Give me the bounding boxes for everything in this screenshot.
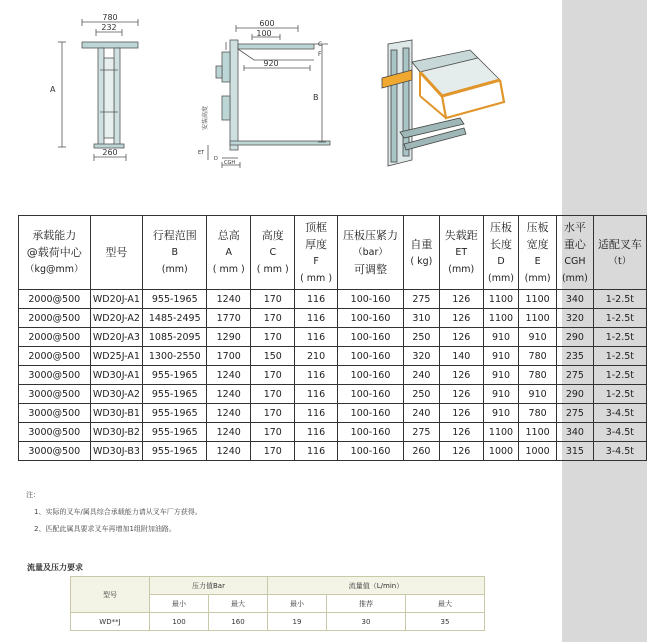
spec-cell: 1100 <box>519 423 557 442</box>
req-model-cell: WD**J <box>71 613 150 631</box>
spec-cell: 340 <box>557 290 594 309</box>
spec-cell: 100-160 <box>337 423 403 442</box>
spec-cell: 3-4.5t <box>593 423 646 442</box>
spec-cell: 1-2.5t <box>593 385 646 404</box>
spec-cell: WD20J-A2 <box>90 309 143 328</box>
spec-cell: 1770 <box>207 309 251 328</box>
requirements-table <box>70 576 485 631</box>
spec-cell: 100-160 <box>337 366 403 385</box>
side-height-label: B <box>313 93 319 102</box>
spec-cell: 126 <box>439 290 483 309</box>
spec-cell: 240 <box>404 404 439 423</box>
spec-cell: 1290 <box>207 328 251 347</box>
req-data-row <box>71 613 485 631</box>
spec-cell: 150 <box>251 347 295 366</box>
req-sub-header: 最大 <box>209 595 268 613</box>
spec-header-cell: 失载距 ET (mm) <box>439 216 483 290</box>
spec-cell: 1100 <box>483 290 518 309</box>
spec-cell: 116 <box>295 442 338 461</box>
technical-drawings <box>0 0 560 205</box>
req-sub-header: 最小 <box>150 595 209 613</box>
spec-cell: 235 <box>557 347 594 366</box>
spec-cell: 1240 <box>207 423 251 442</box>
isometric-view-drawing <box>382 40 504 166</box>
spec-cell: 3000@500 <box>19 423 91 442</box>
spec-table-header-row <box>19 216 647 290</box>
spec-cell: 910 <box>519 328 557 347</box>
spec-cell: 250 <box>404 328 439 347</box>
spec-cell: 320 <box>557 309 594 328</box>
spec-cell: 126 <box>439 442 483 461</box>
spec-cell: 116 <box>295 328 338 347</box>
spec-table-row <box>19 290 647 309</box>
spec-table-row <box>19 385 647 404</box>
spec-cell: WD30J-B1 <box>90 404 143 423</box>
spec-table-body <box>19 290 647 461</box>
spec-cell: 910 <box>483 366 518 385</box>
spec-cell: 100-160 <box>337 442 403 461</box>
spec-cell: 116 <box>295 423 338 442</box>
spec-cell: 100-160 <box>337 309 403 328</box>
front-width-label: 780 <box>102 13 118 22</box>
spec-cell: 126 <box>439 385 483 404</box>
spec-cell: 1-2.5t <box>593 347 646 366</box>
spec-header-cell: 行程范围 B (mm) <box>143 216 207 290</box>
req-value-cell: 100 <box>150 613 209 631</box>
spec-cell: 1-2.5t <box>593 290 646 309</box>
side-f-label: F <box>318 51 322 58</box>
spec-cell: WD20J-A1 <box>90 290 143 309</box>
spec-header-cell: 水平 重心 CGH (mm) <box>557 216 594 290</box>
spec-cell: 116 <box>295 404 338 423</box>
note-item-2: 2、匹配此属具要求叉车再增加1组附加油路。 <box>34 525 176 533</box>
spec-cell: 126 <box>439 309 483 328</box>
side-mid-label: 100 <box>256 29 272 38</box>
spec-cell: 780 <box>519 366 557 385</box>
spec-cell: 955-1965 <box>143 366 207 385</box>
spec-cell: 3000@500 <box>19 404 91 423</box>
spec-cell: 126 <box>439 366 483 385</box>
spec-cell: 100-160 <box>337 385 403 404</box>
spec-cell: 126 <box>439 404 483 423</box>
spec-cell: 100-160 <box>337 404 403 423</box>
spec-cell: 116 <box>295 309 338 328</box>
req-value-cell: 35 <box>406 613 485 631</box>
spec-cell: 340 <box>557 423 594 442</box>
spec-cell: 290 <box>557 328 594 347</box>
req-value-cell: 30 <box>327 613 406 631</box>
spec-cell: 140 <box>439 347 483 366</box>
side-top-label: 600 <box>259 19 275 28</box>
spec-cell: 275 <box>404 423 439 442</box>
spec-cell: 116 <box>295 385 338 404</box>
spec-cell: 170 <box>251 442 295 461</box>
front-base-label: 260 <box>102 148 118 157</box>
req-sub-header: 最大 <box>406 595 485 613</box>
spec-cell: 275 <box>557 404 594 423</box>
spec-cell: 3000@500 <box>19 442 91 461</box>
spec-header-cell: 压板 宽度 E (mm) <box>519 216 557 290</box>
spec-cell: 1300-2550 <box>143 347 207 366</box>
spec-header-cell: 压板压紧力 （bar） 可调整 <box>337 216 403 290</box>
spec-cell: 1240 <box>207 385 251 404</box>
front-inner-label: 232 <box>101 23 117 32</box>
spec-header-cell: 适配叉车 （t） <box>593 216 646 290</box>
spec-cell: 315 <box>557 442 594 461</box>
spec-table-row <box>19 442 647 461</box>
req-value-cell: 160 <box>209 613 268 631</box>
side-view-drawing <box>208 25 330 168</box>
spec-cell: 170 <box>251 290 295 309</box>
req-model-header: 型号 <box>71 577 150 613</box>
spec-cell: 955-1965 <box>143 404 207 423</box>
req-pressure-header: 压力值Bar <box>150 577 268 595</box>
spec-cell: WD30J-B2 <box>90 423 143 442</box>
spec-cell: 3-4.5t <box>593 404 646 423</box>
spec-cell: 1100 <box>483 423 518 442</box>
spec-cell: 1240 <box>207 442 251 461</box>
spec-cell: 170 <box>251 385 295 404</box>
spec-cell: 170 <box>251 404 295 423</box>
front-view-drawing <box>58 19 138 161</box>
spec-table-row <box>19 423 647 442</box>
spec-cell: 240 <box>404 366 439 385</box>
spec-cell: 3000@500 <box>19 385 91 404</box>
spec-cell: 955-1965 <box>143 423 207 442</box>
req-value-cell: 19 <box>268 613 327 631</box>
notes-label: 注： <box>26 491 40 499</box>
spec-header-cell: 承载能力 @载荷中心 （kg@mm） <box>19 216 91 290</box>
spec-cell: 1085-2095 <box>143 328 207 347</box>
spec-header-cell: 压板 长度 D (mm) <box>483 216 518 290</box>
front-height-label: A <box>50 85 56 94</box>
spec-table-row <box>19 347 647 366</box>
spec-cell: 780 <box>519 347 557 366</box>
spec-cell: 116 <box>295 366 338 385</box>
spec-cell: 1-2.5t <box>593 309 646 328</box>
spec-cell: 170 <box>251 366 295 385</box>
spec-cell: 290 <box>557 385 594 404</box>
spec-cell: 2000@500 <box>19 347 91 366</box>
spec-cell: 780 <box>519 404 557 423</box>
spec-cell: 275 <box>404 290 439 309</box>
side-c-label: C <box>318 41 323 48</box>
spec-cell: 275 <box>557 366 594 385</box>
spec-cell: 170 <box>251 423 295 442</box>
spec-cell: 910 <box>483 328 518 347</box>
spec-cell: 170 <box>251 328 295 347</box>
spec-cell: 1240 <box>207 404 251 423</box>
spec-cell: 116 <box>295 290 338 309</box>
spec-cell: 100-160 <box>337 347 403 366</box>
spec-cell: 955-1965 <box>143 442 207 461</box>
spec-table-row <box>19 328 647 347</box>
spec-cell: 1700 <box>207 347 251 366</box>
spec-table-row <box>19 366 647 385</box>
spec-cell: 126 <box>439 423 483 442</box>
spec-cell: 1-2.5t <box>593 328 646 347</box>
spec-cell: 250 <box>404 385 439 404</box>
spec-cell: 310 <box>404 309 439 328</box>
spec-cell: 910 <box>519 385 557 404</box>
spec-cell: WD20J-A3 <box>90 328 143 347</box>
spec-cell: 910 <box>483 347 518 366</box>
spec-cell: 1100 <box>483 309 518 328</box>
spec-cell: 2000@500 <box>19 328 91 347</box>
spec-header-cell: 型号 <box>90 216 143 290</box>
spec-cell: 210 <box>295 347 338 366</box>
side-d-label: D <box>214 156 218 162</box>
side-cgh-label: CGH <box>224 160 236 166</box>
spec-cell: 126 <box>439 328 483 347</box>
spec-cell: WD25J-A1 <box>90 347 143 366</box>
req-sub-header: 最小 <box>268 595 327 613</box>
spec-header-cell: 自重 ( kg) <box>404 216 439 290</box>
side-vertical-note: 安装高度 <box>202 105 209 130</box>
spec-cell: WD30J-A2 <box>90 385 143 404</box>
spec-cell: 1485-2495 <box>143 309 207 328</box>
spec-header-cell: 总高 A ( mm ) <box>207 216 251 290</box>
req-sub-header: 推荐 <box>327 595 406 613</box>
req-flow-header: 流量值（L/min） <box>268 577 485 595</box>
spec-cell: 910 <box>483 404 518 423</box>
spec-cell: 955-1965 <box>143 385 207 404</box>
spec-cell: 3000@500 <box>19 366 91 385</box>
note-item-1: 1、实际的叉车/属具综合承载能力请从叉车厂方获得。 <box>34 508 202 516</box>
spec-cell: 955-1965 <box>143 290 207 309</box>
spec-cell: 1000 <box>519 442 557 461</box>
spec-cell: 170 <box>251 309 295 328</box>
spec-cell: 2000@500 <box>19 309 91 328</box>
spec-table-row <box>19 404 647 423</box>
spec-cell: WD30J-B3 <box>90 442 143 461</box>
spec-cell: 260 <box>404 442 439 461</box>
notes-section <box>26 490 202 535</box>
spec-cell: 3-4.5t <box>593 442 646 461</box>
spec-cell: 100-160 <box>337 328 403 347</box>
spec-header-cell: 高度 C ( mm ) <box>251 216 295 290</box>
spec-cell: 100-160 <box>337 290 403 309</box>
side-length-label: 920 <box>263 59 279 68</box>
spec-table <box>18 215 647 461</box>
spec-cell: 1000 <box>483 442 518 461</box>
spec-cell: 1240 <box>207 290 251 309</box>
spec-cell: 1-2.5t <box>593 366 646 385</box>
spec-table-row <box>19 309 647 328</box>
side-et-label: ET <box>198 150 205 156</box>
spec-cell: WD30J-A1 <box>90 366 143 385</box>
spec-cell: 1100 <box>519 309 557 328</box>
spec-cell: 2000@500 <box>19 290 91 309</box>
spec-cell: 1240 <box>207 366 251 385</box>
spec-cell: 1100 <box>519 290 557 309</box>
spec-header-cell: 顶框 厚度 F ( mm ) <box>295 216 338 290</box>
spec-cell: 320 <box>404 347 439 366</box>
requirements-title: 流量及压力要求 <box>27 563 83 572</box>
spec-cell: 910 <box>483 385 518 404</box>
